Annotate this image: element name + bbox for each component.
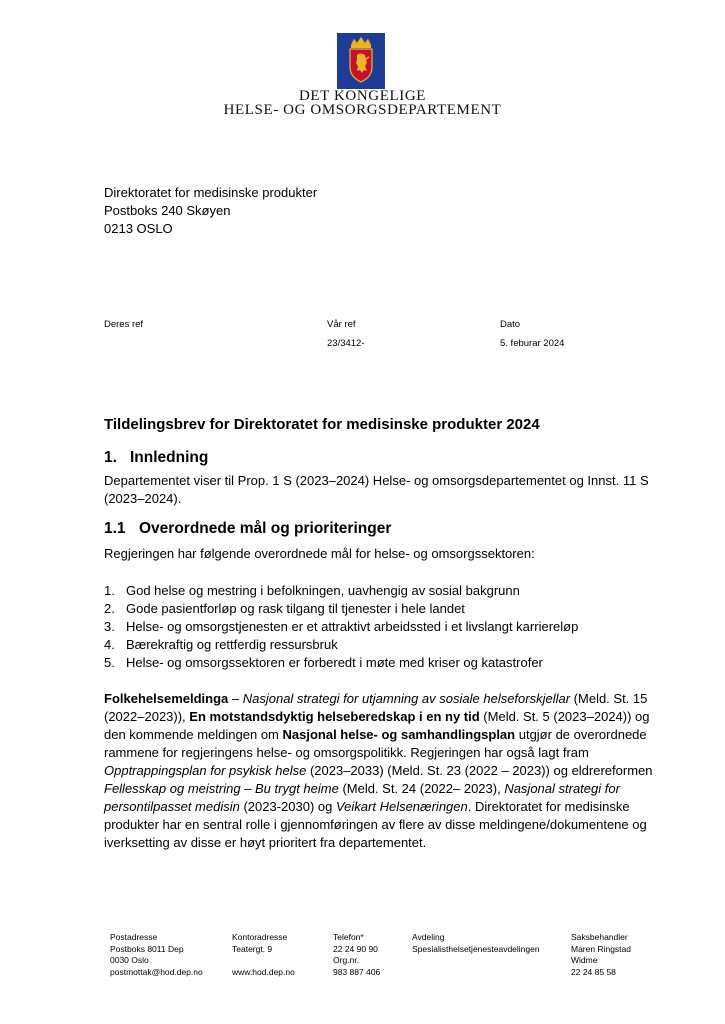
- recipient-city: 0213 OSLO: [104, 221, 173, 236]
- list-item: 4. Bærekraftig og rettferdig ressursbruk: [104, 637, 338, 652]
- document-title: Tildelingsbrev for Direktoratet for medisinske produkter 2024: [104, 416, 540, 433]
- section-1-text: Departementet viser til Prop. 1 S (2023–2024) Helse- og omsorgsdepartementet og Innst. 11 S (2023–2024).: [104, 473, 649, 506]
- masthead-line-2: HELSE- OG OMSORGSDEPARTEMENT: [223, 102, 502, 118]
- recipient-postbox: Postboks 240 Skøyen: [104, 203, 231, 218]
- section-1-heading: [104, 449, 208, 467]
- norwegian-lion-crest-icon: [337, 33, 385, 89]
- footer-avdeling: Avdeling Spesialisthelsetjenesteavdelingen: [412, 932, 540, 954]
- masthead-line-1: DET KONGELIGE: [298, 88, 427, 104]
- list-item: 1. God helse og mestring i befolkningen, uavhengig av sosial bakgrunn: [104, 583, 520, 598]
- footer-telefon: Telefon* 22 24 90 90 Org.nr. 983 887 406: [333, 932, 381, 977]
- footer-kontoradresse: Kontoradresse Teatergt. 9 www.hod.dep.no: [232, 932, 295, 977]
- var-ref-label: Vår ref: [327, 319, 356, 330]
- footer-saksbehandler: Saksbehandler Maren Ringstad Widme 22 24 85 58: [571, 932, 632, 977]
- section-1-1-title: Overordnede mål og prioriteringer: [139, 520, 392, 537]
- list-item: 5. Helse- og omsorgssektoren er forberedt i møte med kriser og katastrofer: [104, 655, 543, 670]
- dato-label: Dato: [500, 319, 521, 330]
- recipient-name: Direktoratet for medisinske produkter: [104, 185, 318, 200]
- footer-postadresse: Postadresse Postboks 8011 Dep 0030 Oslo postmottak@hod.dep.no: [110, 932, 203, 977]
- goals-list: [104, 582, 578, 672]
- list-item: 2. Gode pasientforløp og rask tilgang til tjenester i hele landet: [104, 601, 465, 616]
- deres-ref-label: Deres ref: [104, 319, 144, 330]
- section-1-1-number: 1.1: [104, 520, 126, 537]
- var-ref-value: 23/3412-: [327, 338, 365, 349]
- list-item: 3. Helse- og omsorgstjenesten er et attraktivt arbeidssted i et livslangt karriereløp: [104, 619, 579, 634]
- dato-value: 5. feburar 2024: [500, 338, 565, 349]
- section-1-title: Innledning: [130, 449, 209, 466]
- section-1-1-intro: Regjeringen har følgende overordnede mål for helse- og omsorgssektoren:: [104, 546, 535, 561]
- body-paragraph: Folkehelsemeldinga – Nasjonal strategi for utjamning av sosiale helseforskjellar (Meld. St. 15 (2022–2023)), En motstandsdyktig helseberedskap i en ny tid (Meld. St. 5 (2023–2024)) og den kommende meldingen om Nasjonal helse- og samhandlingsplan utgjør de overordnede rammene for regjeringens helse- og omsorgspolitikk. Regjeringen har også lagt fram Opptrappingsplan for psykisk helse (2023–2033) (Meld. St. 23 (2022 – 2023)) og eldrereformen Fellesskap og meistring – Bu trygt heime (Meld. St. 24 (2022– 2023), Nasjonal strategi for persontilpasset medisin (2023-2030) og Veikart Helsenæringen. Direktoratet for medisinske produkter har en sentral rolle i gjennomføringen av flere av disse meldingene/dokumentene og iverksetting av disse er høyt prioritert fra departementet.: [104, 691, 653, 850]
- recipient-address: [104, 184, 317, 238]
- section-1-1-heading: [104, 520, 391, 538]
- section-1-number: 1.: [104, 449, 117, 466]
